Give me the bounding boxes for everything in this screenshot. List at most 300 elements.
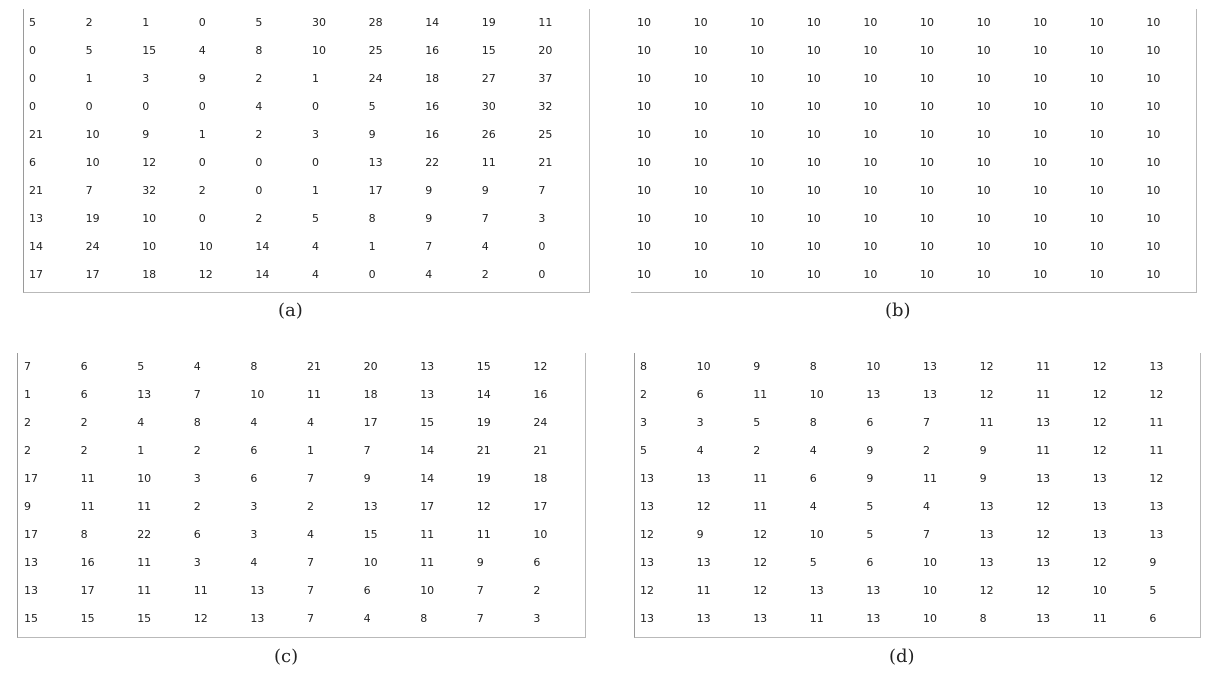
table-cell: 10 — [863, 16, 878, 29]
table-cell: 0 — [198, 100, 206, 114]
table-row — [18, 528, 585, 556]
table-cell: 2 — [640, 388, 647, 402]
table-cell: 13 — [866, 612, 881, 626]
table-cell: 17 — [420, 500, 435, 514]
table-cell: 9 — [866, 444, 874, 458]
table-cell: 11 — [753, 388, 768, 402]
table-cell: 10 — [1146, 268, 1161, 282]
table-row — [635, 556, 1200, 584]
table-cell: 18 — [142, 268, 157, 282]
table-cell: 21 — [29, 128, 43, 142]
table-row — [24, 100, 589, 128]
table-cell: 10 — [923, 556, 937, 570]
table-cell: 2 — [80, 444, 88, 458]
table-cell: 10 — [863, 72, 878, 86]
table-cell: 13 — [1036, 556, 1051, 570]
table-cell: 14 — [425, 16, 440, 29]
table-cell: 8 — [979, 612, 987, 626]
table-cell: 6 — [29, 156, 36, 170]
table-cell: 10 — [1146, 212, 1161, 226]
table-cell: 10 — [863, 268, 878, 282]
table-cell: 10 — [750, 72, 765, 86]
table-cell: 10 — [1033, 128, 1048, 142]
table-cell: 9 — [979, 444, 987, 458]
table-cell: 10 — [1146, 240, 1161, 254]
table-cell: 17 — [85, 268, 100, 282]
table-cell: 0 — [538, 240, 546, 254]
table-cell: 10 — [1033, 44, 1048, 58]
table-cell: 10 — [863, 156, 878, 170]
table-cell: 14 — [29, 240, 43, 254]
table-cell: 10 — [1146, 16, 1161, 29]
table-cell: 10 — [920, 268, 934, 282]
table-cell: 7 — [476, 584, 484, 598]
table-cell: 17 — [24, 528, 38, 542]
table-cell: 2 — [255, 72, 263, 86]
table-row — [631, 128, 1196, 156]
table-cell: 11 — [481, 156, 496, 170]
table-cell: 10 — [976, 16, 991, 29]
table-cell: 4 — [809, 500, 817, 514]
table-cell: 11 — [1149, 444, 1164, 458]
table-cell: 10 — [863, 44, 878, 58]
table-cell: 7 — [307, 584, 314, 598]
table-cell: 13 — [923, 388, 937, 402]
table-cell: 10 — [637, 184, 651, 198]
table-cell: 10 — [750, 156, 765, 170]
table-cell: 25 — [538, 128, 553, 142]
table-cell: 14 — [420, 444, 435, 458]
table-cell: 28 — [368, 16, 383, 29]
table-cell: 13 — [1036, 416, 1051, 430]
table-cell: 12 — [1092, 416, 1107, 430]
table-cell: 11 — [420, 528, 435, 542]
table-cell: 12 — [979, 584, 994, 598]
table-cell: 10 — [1033, 100, 1048, 114]
table-cell: 24 — [533, 416, 548, 430]
table-cell: 13 — [368, 156, 383, 170]
table-cell: 9 — [425, 212, 433, 226]
table-cell: 1 — [137, 444, 145, 458]
table-cell: 11 — [696, 584, 711, 598]
table-cell: 19 — [85, 212, 100, 226]
table-cell: 14 — [255, 240, 270, 254]
table-cell: 11 — [753, 500, 768, 514]
table-cell: 12 — [753, 528, 768, 542]
table-cell: 15 — [137, 612, 152, 626]
table-cell: 12 — [1092, 556, 1107, 570]
table-cell: 0 — [29, 100, 36, 114]
table-cell: 9 — [198, 72, 206, 86]
table-cell: 7 — [363, 444, 371, 458]
table-cell: 0 — [29, 44, 36, 58]
table-cell: 12 — [193, 612, 208, 626]
table-cell: 4 — [193, 360, 201, 373]
table-cell: 13 — [24, 584, 38, 598]
table-cell: 10 — [923, 584, 937, 598]
table-cell: 6 — [363, 584, 371, 598]
table-cell: 0 — [198, 212, 206, 226]
table-cell: 10 — [806, 156, 821, 170]
table-cell: 7 — [307, 472, 314, 486]
table-cell: 13 — [1149, 528, 1164, 542]
table-cell: 10 — [693, 156, 708, 170]
table-row — [631, 156, 1196, 184]
table-cell: 10 — [1033, 240, 1048, 254]
table-cell: 10 — [750, 268, 765, 282]
table-row — [24, 184, 589, 212]
table-cell: 18 — [533, 472, 548, 486]
table-cell: 4 — [198, 44, 206, 58]
table-cell: 15 — [363, 528, 378, 542]
table-row — [635, 528, 1200, 556]
table-cell: 10 — [866, 360, 881, 373]
table-cell: 8 — [250, 360, 258, 373]
table-cell: 6 — [866, 556, 874, 570]
table-cell: 15 — [142, 44, 157, 58]
table-cell: 10 — [693, 184, 708, 198]
table-cell: 4 — [255, 100, 263, 114]
table-cell: 10 — [1146, 156, 1161, 170]
table-cell: 11 — [137, 500, 152, 514]
table-cell: 10 — [920, 16, 934, 29]
table-row — [635, 500, 1200, 528]
table-cell: 0 — [29, 72, 36, 86]
table-cell: 15 — [24, 612, 38, 626]
table-cell: 2 — [481, 268, 489, 282]
table-cell: 10 — [920, 156, 934, 170]
table-cell: 10 — [1089, 212, 1104, 226]
table-cell: 2 — [753, 444, 761, 458]
table-cell: 11 — [923, 472, 937, 486]
table-cell: 10 — [1033, 16, 1048, 29]
table-cell: 2 — [193, 500, 201, 514]
table-cell: 0 — [142, 100, 150, 114]
table-cell: 10 — [693, 100, 708, 114]
table-cell: 11 — [979, 416, 994, 430]
table-cell: 0 — [368, 268, 376, 282]
table-cell: 16 — [80, 556, 95, 570]
table-cell: 10 — [920, 212, 934, 226]
table-cell: 9 — [481, 184, 489, 198]
table-cell: 0 — [85, 100, 93, 114]
table-cell: 12 — [142, 156, 157, 170]
table-cell: 14 — [255, 268, 270, 282]
table-cell: 10 — [920, 184, 934, 198]
table-cell: 21 — [307, 360, 321, 373]
table-row — [631, 100, 1196, 128]
table-cell: 9 — [979, 472, 987, 486]
table-cell: 3 — [538, 212, 546, 226]
table-cell: 10 — [806, 16, 821, 29]
table-row — [18, 444, 585, 472]
table-cell: 32 — [142, 184, 157, 198]
table-cell: 7 — [923, 416, 930, 430]
table-cell: 2 — [307, 500, 314, 514]
table-cell: 10 — [693, 44, 708, 58]
table-cell: 10 — [806, 240, 821, 254]
table-cell: 10 — [920, 44, 934, 58]
table-cell: 10 — [693, 72, 708, 86]
table-cell: 10 — [637, 72, 651, 86]
table-cell: 13 — [640, 500, 654, 514]
table-cell: 11 — [137, 556, 152, 570]
table-cell: 27 — [481, 72, 496, 86]
table-cell: 5 — [866, 500, 874, 514]
table-row — [18, 360, 585, 388]
grid-a — [23, 9, 590, 293]
table-cell: 16 — [425, 44, 440, 58]
table-cell: 10 — [693, 128, 708, 142]
table-cell: 12 — [1092, 388, 1107, 402]
table-cell: 6 — [696, 388, 704, 402]
table-cell: 11 — [193, 584, 208, 598]
table-cell: 10 — [750, 184, 765, 198]
table-cell: 9 — [368, 128, 376, 142]
table-cell: 3 — [250, 528, 258, 542]
table-cell: 5 — [137, 360, 145, 373]
table-cell: 10 — [637, 44, 651, 58]
table-cell: 37 — [538, 72, 553, 86]
table-cell: 10 — [920, 100, 934, 114]
table-cell: 4 — [250, 556, 258, 570]
table-cell: 12 — [1149, 388, 1164, 402]
grid-d — [634, 353, 1201, 638]
table-cell: 10 — [806, 72, 821, 86]
table-cell: 10 — [1089, 184, 1104, 198]
table-cell: 11 — [538, 16, 553, 29]
table-cell: 4 — [363, 612, 371, 626]
table-cell: 11 — [307, 388, 321, 402]
table-row — [18, 472, 585, 500]
table-cell: 0 — [312, 156, 319, 170]
table-cell: 32 — [538, 100, 553, 114]
table-cell: 12 — [1092, 360, 1107, 373]
table-cell: 13 — [1092, 472, 1107, 486]
table-cell: 6 — [250, 472, 258, 486]
table-cell: 2 — [80, 416, 88, 430]
table-row — [18, 584, 585, 612]
table-cell: 3 — [142, 72, 150, 86]
table-cell: 15 — [481, 44, 496, 58]
table-cell: 11 — [476, 528, 491, 542]
table-cell: 4 — [696, 444, 704, 458]
grid-b — [631, 9, 1197, 293]
table-cell: 7 — [481, 212, 489, 226]
table-cell: 10 — [976, 184, 991, 198]
table-cell: 24 — [368, 72, 383, 86]
table-cell: 10 — [806, 212, 821, 226]
table-cell: 2 — [198, 184, 206, 198]
table-cell: 8 — [255, 44, 263, 58]
table-cell: 13 — [809, 584, 824, 598]
table-row — [24, 212, 589, 240]
table-cell: 12 — [1092, 444, 1107, 458]
table-cell: 19 — [481, 16, 496, 29]
table-cell: 12 — [979, 360, 994, 373]
table-row — [631, 212, 1196, 240]
table-cell: 10 — [809, 528, 824, 542]
table-cell: 10 — [976, 128, 991, 142]
table-cell: 30 — [312, 16, 326, 29]
table-cell: 26 — [481, 128, 496, 142]
table-cell: 8 — [80, 528, 88, 542]
table-cell: 6 — [80, 388, 88, 402]
table-row — [631, 184, 1196, 212]
table-cell: 11 — [1036, 388, 1051, 402]
table-cell: 10 — [1033, 212, 1048, 226]
table-cell: 9 — [24, 500, 31, 514]
table-cell: 10 — [637, 240, 651, 254]
table-cell: 13 — [640, 612, 654, 626]
table-cell: 2 — [255, 128, 263, 142]
table-cell: 10 — [976, 212, 991, 226]
table-cell: 12 — [476, 500, 491, 514]
table-cell: 10 — [637, 16, 651, 29]
table-cell: 10 — [1146, 184, 1161, 198]
table-cell: 6 — [809, 472, 817, 486]
table-cell: 10 — [198, 240, 213, 254]
table-cell: 10 — [1033, 184, 1048, 198]
table-cell: 10 — [1089, 16, 1104, 29]
table-cell: 12 — [533, 360, 548, 373]
table-cell: 10 — [1089, 240, 1104, 254]
table-cell: 3 — [250, 500, 258, 514]
table-cell: 9 — [142, 128, 150, 142]
table-cell: 21 — [533, 444, 548, 458]
table-cell: 9 — [696, 528, 704, 542]
table-cell: 7 — [193, 388, 201, 402]
table-cell: 7 — [85, 184, 93, 198]
table-cell: 13 — [923, 360, 937, 373]
table-cell: 10 — [750, 16, 765, 29]
table-row — [18, 556, 585, 584]
table-cell: 8 — [809, 416, 817, 430]
table-cell: 13 — [640, 472, 654, 486]
table-cell: 5 — [1149, 584, 1157, 598]
table-cell: 15 — [476, 360, 491, 373]
table-cell: 10 — [863, 128, 878, 142]
table-cell: 4 — [307, 528, 314, 542]
table-cell: 8 — [640, 360, 647, 373]
table-cell: 15 — [80, 612, 95, 626]
table-cell: 13 — [420, 360, 435, 373]
table-cell: 6 — [866, 416, 874, 430]
table-row — [631, 240, 1196, 268]
table-cell: 9 — [866, 472, 874, 486]
table-cell: 10 — [863, 212, 878, 226]
table-cell: 12 — [696, 500, 711, 514]
table-cell: 0 — [198, 156, 206, 170]
table-cell: 15 — [420, 416, 435, 430]
table-row — [24, 72, 589, 100]
table-row — [635, 444, 1200, 472]
table-cell: 11 — [1092, 612, 1107, 626]
table-cell: 13 — [250, 584, 265, 598]
caption-c: (c) — [274, 646, 299, 667]
caption-a: (a) — [278, 300, 303, 321]
table-cell: 13 — [753, 612, 768, 626]
table-cell: 4 — [425, 268, 433, 282]
table-cell: 2 — [24, 416, 31, 430]
table-cell: 6 — [193, 528, 201, 542]
table-cell: 12 — [198, 268, 213, 282]
table-row — [24, 268, 589, 296]
table-cell: 20 — [538, 44, 553, 58]
table-cell: 21 — [538, 156, 553, 170]
table-row — [24, 156, 589, 184]
table-cell: 10 — [1089, 156, 1104, 170]
table-cell: 10 — [533, 528, 548, 542]
caption-b: (b) — [885, 300, 911, 321]
table-cell: 3 — [533, 612, 541, 626]
table-row — [635, 584, 1200, 612]
table-cell: 10 — [976, 72, 991, 86]
table-cell: 16 — [425, 128, 440, 142]
table-cell: 5 — [866, 528, 874, 542]
table-cell: 10 — [142, 212, 157, 226]
table-cell: 13 — [1149, 360, 1164, 373]
table-row — [24, 16, 589, 44]
table-cell: 10 — [920, 72, 934, 86]
table-cell: 10 — [863, 184, 878, 198]
table-cell: 3 — [696, 416, 704, 430]
table-cell: 10 — [363, 556, 378, 570]
table-cell: 1 — [24, 388, 31, 402]
table-cell: 10 — [750, 212, 765, 226]
table-cell: 0 — [198, 16, 206, 29]
table-cell: 7 — [307, 556, 314, 570]
table-cell: 13 — [363, 500, 378, 514]
table-row — [18, 500, 585, 528]
table-cell: 8 — [420, 612, 428, 626]
table-row — [635, 612, 1200, 640]
table-cell: 4 — [307, 416, 314, 430]
table-cell: 10 — [1092, 584, 1107, 598]
table-row — [631, 268, 1196, 296]
table-cell: 13 — [866, 388, 881, 402]
table-cell: 11 — [137, 584, 152, 598]
table-cell: 10 — [1033, 268, 1048, 282]
table-cell: 22 — [137, 528, 152, 542]
table-cell: 4 — [809, 444, 817, 458]
table-cell: 2 — [85, 16, 93, 29]
table-cell: 10 — [85, 128, 100, 142]
table-cell: 10 — [693, 240, 708, 254]
table-cell: 10 — [1089, 128, 1104, 142]
table-cell: 3 — [312, 128, 319, 142]
table-cell: 17 — [29, 268, 43, 282]
table-cell: 7 — [538, 184, 546, 198]
table-cell: 5 — [29, 16, 36, 29]
table-cell: 10 — [1089, 268, 1104, 282]
table-cell: 2 — [923, 444, 930, 458]
table-cell: 11 — [809, 612, 824, 626]
table-cell: 10 — [637, 100, 651, 114]
table-cell: 16 — [533, 388, 548, 402]
table-cell: 10 — [1033, 156, 1048, 170]
table-cell: 4 — [250, 416, 258, 430]
table-cell: 9 — [363, 472, 371, 486]
table-cell: 10 — [1146, 128, 1161, 142]
table-cell: 1 — [198, 128, 206, 142]
table-cell: 9 — [425, 184, 433, 198]
table-cell: 10 — [809, 388, 824, 402]
table-cell: 21 — [476, 444, 491, 458]
table-cell: 17 — [533, 500, 548, 514]
table-cell: 4 — [312, 268, 319, 282]
table-cell: 13 — [696, 612, 711, 626]
